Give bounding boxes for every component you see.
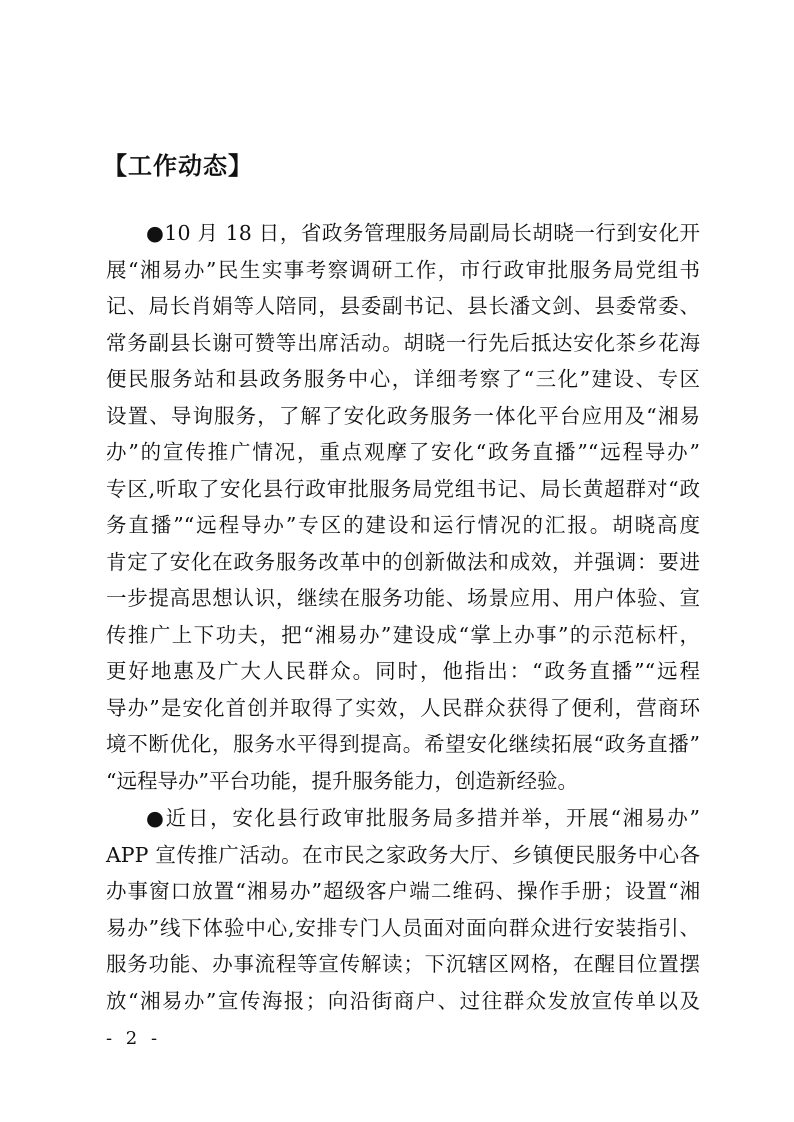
text-line: ●近日，安化县行政审批服务局多措并举，开展“湘易办” bbox=[146, 806, 700, 830]
text-line: “远程导办”平台功能，提升服务能力，创造新经验。 bbox=[106, 768, 578, 793]
text-line: 一步提高思想认识，继续在服务功能、场景应用、用户体验、宣 bbox=[106, 586, 700, 610]
text-line: 常务副县长谢可赞等出席活动。胡晓一行先后抵达安化茶乡花海 bbox=[106, 330, 700, 355]
text-line: 肯定了安化在政务服务改革中的创新做法和成效，并强调：要进 bbox=[106, 549, 700, 574]
text-line: 易办”线下体验中心,安排专门人员面对面向群众进行安装指引、 bbox=[106, 915, 700, 940]
text-line: 办事窗口放置“湘易办”超级客户端二维码、操作手册；设置“湘 bbox=[106, 879, 700, 903]
text-line: 专区,听取了安化县行政审批服务局党组书记、局长黄超群对“政 bbox=[106, 476, 700, 501]
text-line: APP 宣传推广活动。在市民之家政务大厅、乡镇便民服务中心各 bbox=[106, 842, 700, 867]
text-line: 记、局长肖娟等人陪同，县委副书记、县长潘文剑、县委常委、 bbox=[106, 294, 700, 318]
text-line: 便民服务站和县政务服务中心，详细考察了“三化”建设、专区 bbox=[106, 367, 700, 391]
text-line: 务直播”“远程导办”专区的建设和运行情况的汇报。胡晓高度 bbox=[106, 513, 700, 537]
text-line: ●10 月 18 日，省政务管理服务局副局长胡晓一行到安化开 bbox=[146, 221, 700, 245]
text-line: 服务功能、办事流程等宣传解读；下沉辖区网格，在醒目位置摆 bbox=[106, 952, 700, 976]
text-line: 导办”是安化首创并取得了实效，人民群众获得了便利，营商环 bbox=[106, 695, 700, 720]
text-line: 放“湘易办”宣传海报；向沿街商户、过往群众发放宣传单以及 bbox=[106, 988, 700, 1013]
text-line: 办”的宣传推广情况，重点观摩了安化“政务直播”“远程导办” bbox=[106, 440, 700, 464]
text-line: 更好地惠及广大人民群众。同时，他指出：“政务直播”“远程 bbox=[106, 659, 700, 683]
text-line: 展“湘易办”民生实事考察调研工作，市行政审批服务局党组书 bbox=[106, 257, 700, 282]
text-line: 传推广上下功夫，把“湘易办”建设成“掌上办事”的示范标杆， bbox=[106, 622, 700, 647]
text-line: 境不断优化，服务水平得到提高。希望安化继续拓展“政务直播” bbox=[106, 732, 700, 756]
text-line: 设置、导询服务，了解了安化政务服务一体化平台应用及“湘易 bbox=[106, 403, 700, 428]
section-title: 【工作动态】 bbox=[103, 152, 253, 180]
page-number: - 2 - bbox=[106, 1028, 162, 1049]
